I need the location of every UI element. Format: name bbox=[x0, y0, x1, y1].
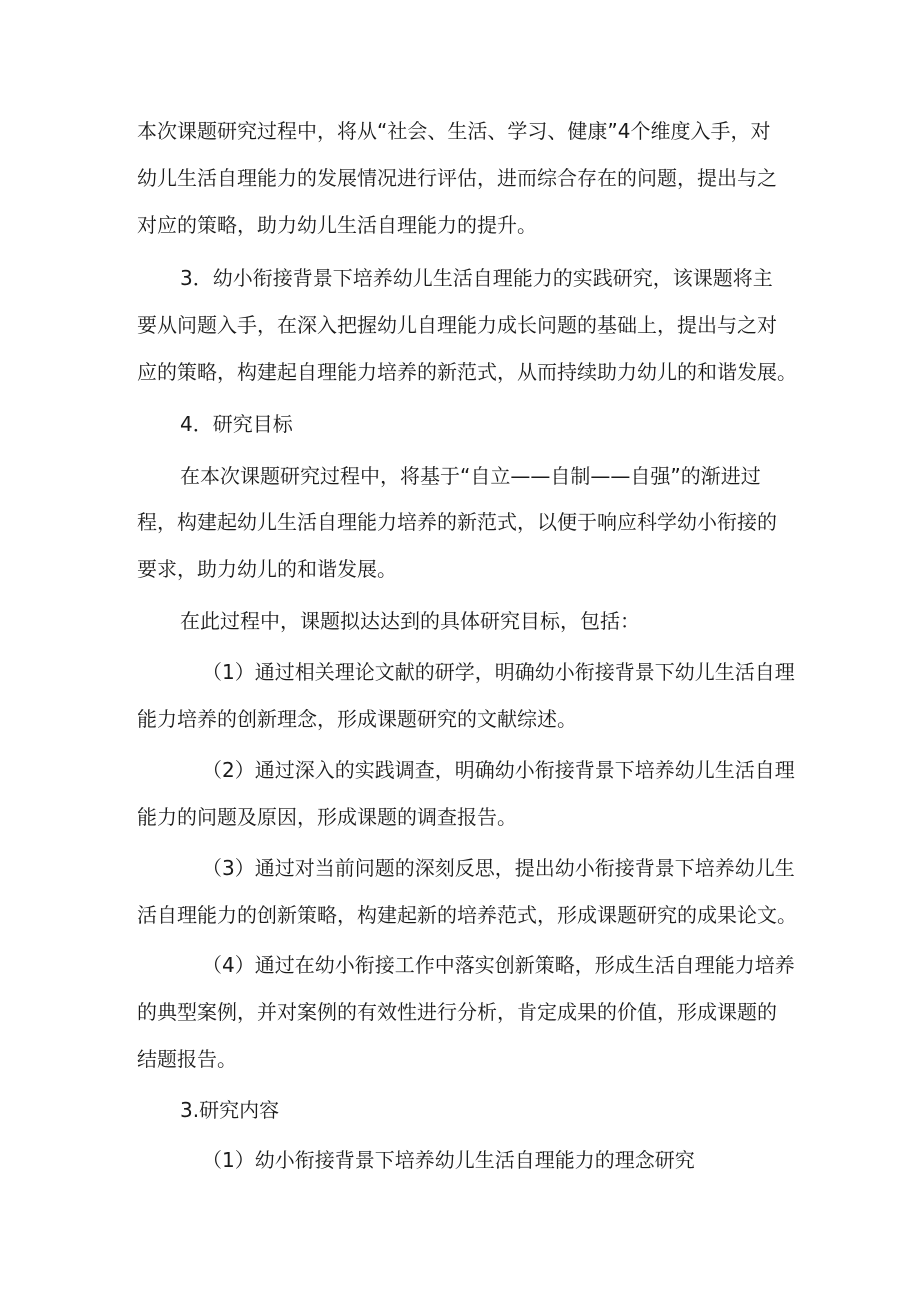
paragraph-line: （2）通过深入的实践调查，明确幼小衔接背景下培养幼儿生活自理 bbox=[202, 758, 795, 782]
paragraph-line: 能力培养的创新理念，形成课题研究的文献综述。 bbox=[137, 707, 577, 731]
paragraph-line: （1）通过相关理论文献的研学，明确幼小衔接背景下幼儿生活自理 bbox=[202, 660, 795, 684]
paragraph-line: 应的策略，构建起自理能力培养的新范式，从而持续助力幼儿的和谐发展。 bbox=[137, 360, 797, 384]
paragraph-line: 要从问题入手，在深入把握幼儿自理能力成长问题的基础上，提出与之对 bbox=[137, 313, 777, 337]
paragraph-line: 能力的问题及原因，形成课题的调查报告。 bbox=[137, 805, 517, 829]
paragraph-line: 幼儿生活自理能力的发展情况进行评估，进而综合存在的问题，提出与之 bbox=[137, 166, 777, 190]
paragraph-line: 3．幼小衔接背景下培养幼儿生活自理能力的实践研究，该课题将主 bbox=[180, 266, 773, 290]
paragraph-line: 在此过程中，课题拟达达到的具体研究目标，包括： bbox=[180, 609, 640, 633]
section-heading: 4．研究目标 bbox=[180, 412, 293, 436]
paragraph-line: （3）通过对当前问题的深刻反思，提出幼小衔接背景下培养幼儿生 bbox=[202, 856, 795, 880]
paragraph-line: 本次课题研究过程中，将从“社会、生活、学习、健康”4个维度入手，对 bbox=[137, 119, 771, 143]
section-heading: 3.研究内容 bbox=[180, 1098, 280, 1122]
paragraph-line: 在本次课题研究过程中，将基于“自立——自制——自强”的渐进过 bbox=[180, 464, 761, 488]
paragraph-line: 结题报告。 bbox=[137, 1047, 237, 1071]
paragraph-line: 要求，助力幼儿的和谐发展。 bbox=[137, 557, 397, 581]
paragraph-line: 活自理能力的创新策略，构建起新的培养范式，形成课题研究的成果论文。 bbox=[137, 903, 797, 927]
paragraph-line: （4）通过在幼小衔接工作中落实创新策略，形成生活自理能力培养 bbox=[202, 953, 795, 977]
subsection-heading: （1）幼小衔接背景下培养幼儿生活自理能力的理念研究 bbox=[202, 1148, 695, 1172]
paragraph-line: 对应的策略，助力幼儿生活自理能力的提升。 bbox=[137, 213, 537, 237]
paragraph-line: 程，构建起幼儿生活自理能力培养的新范式，以便于响应科学幼小衔接的 bbox=[137, 510, 777, 534]
paragraph-line: 的典型案例，并对案例的有效性进行分析，肯定成果的价值，形成课题的 bbox=[137, 1000, 777, 1024]
